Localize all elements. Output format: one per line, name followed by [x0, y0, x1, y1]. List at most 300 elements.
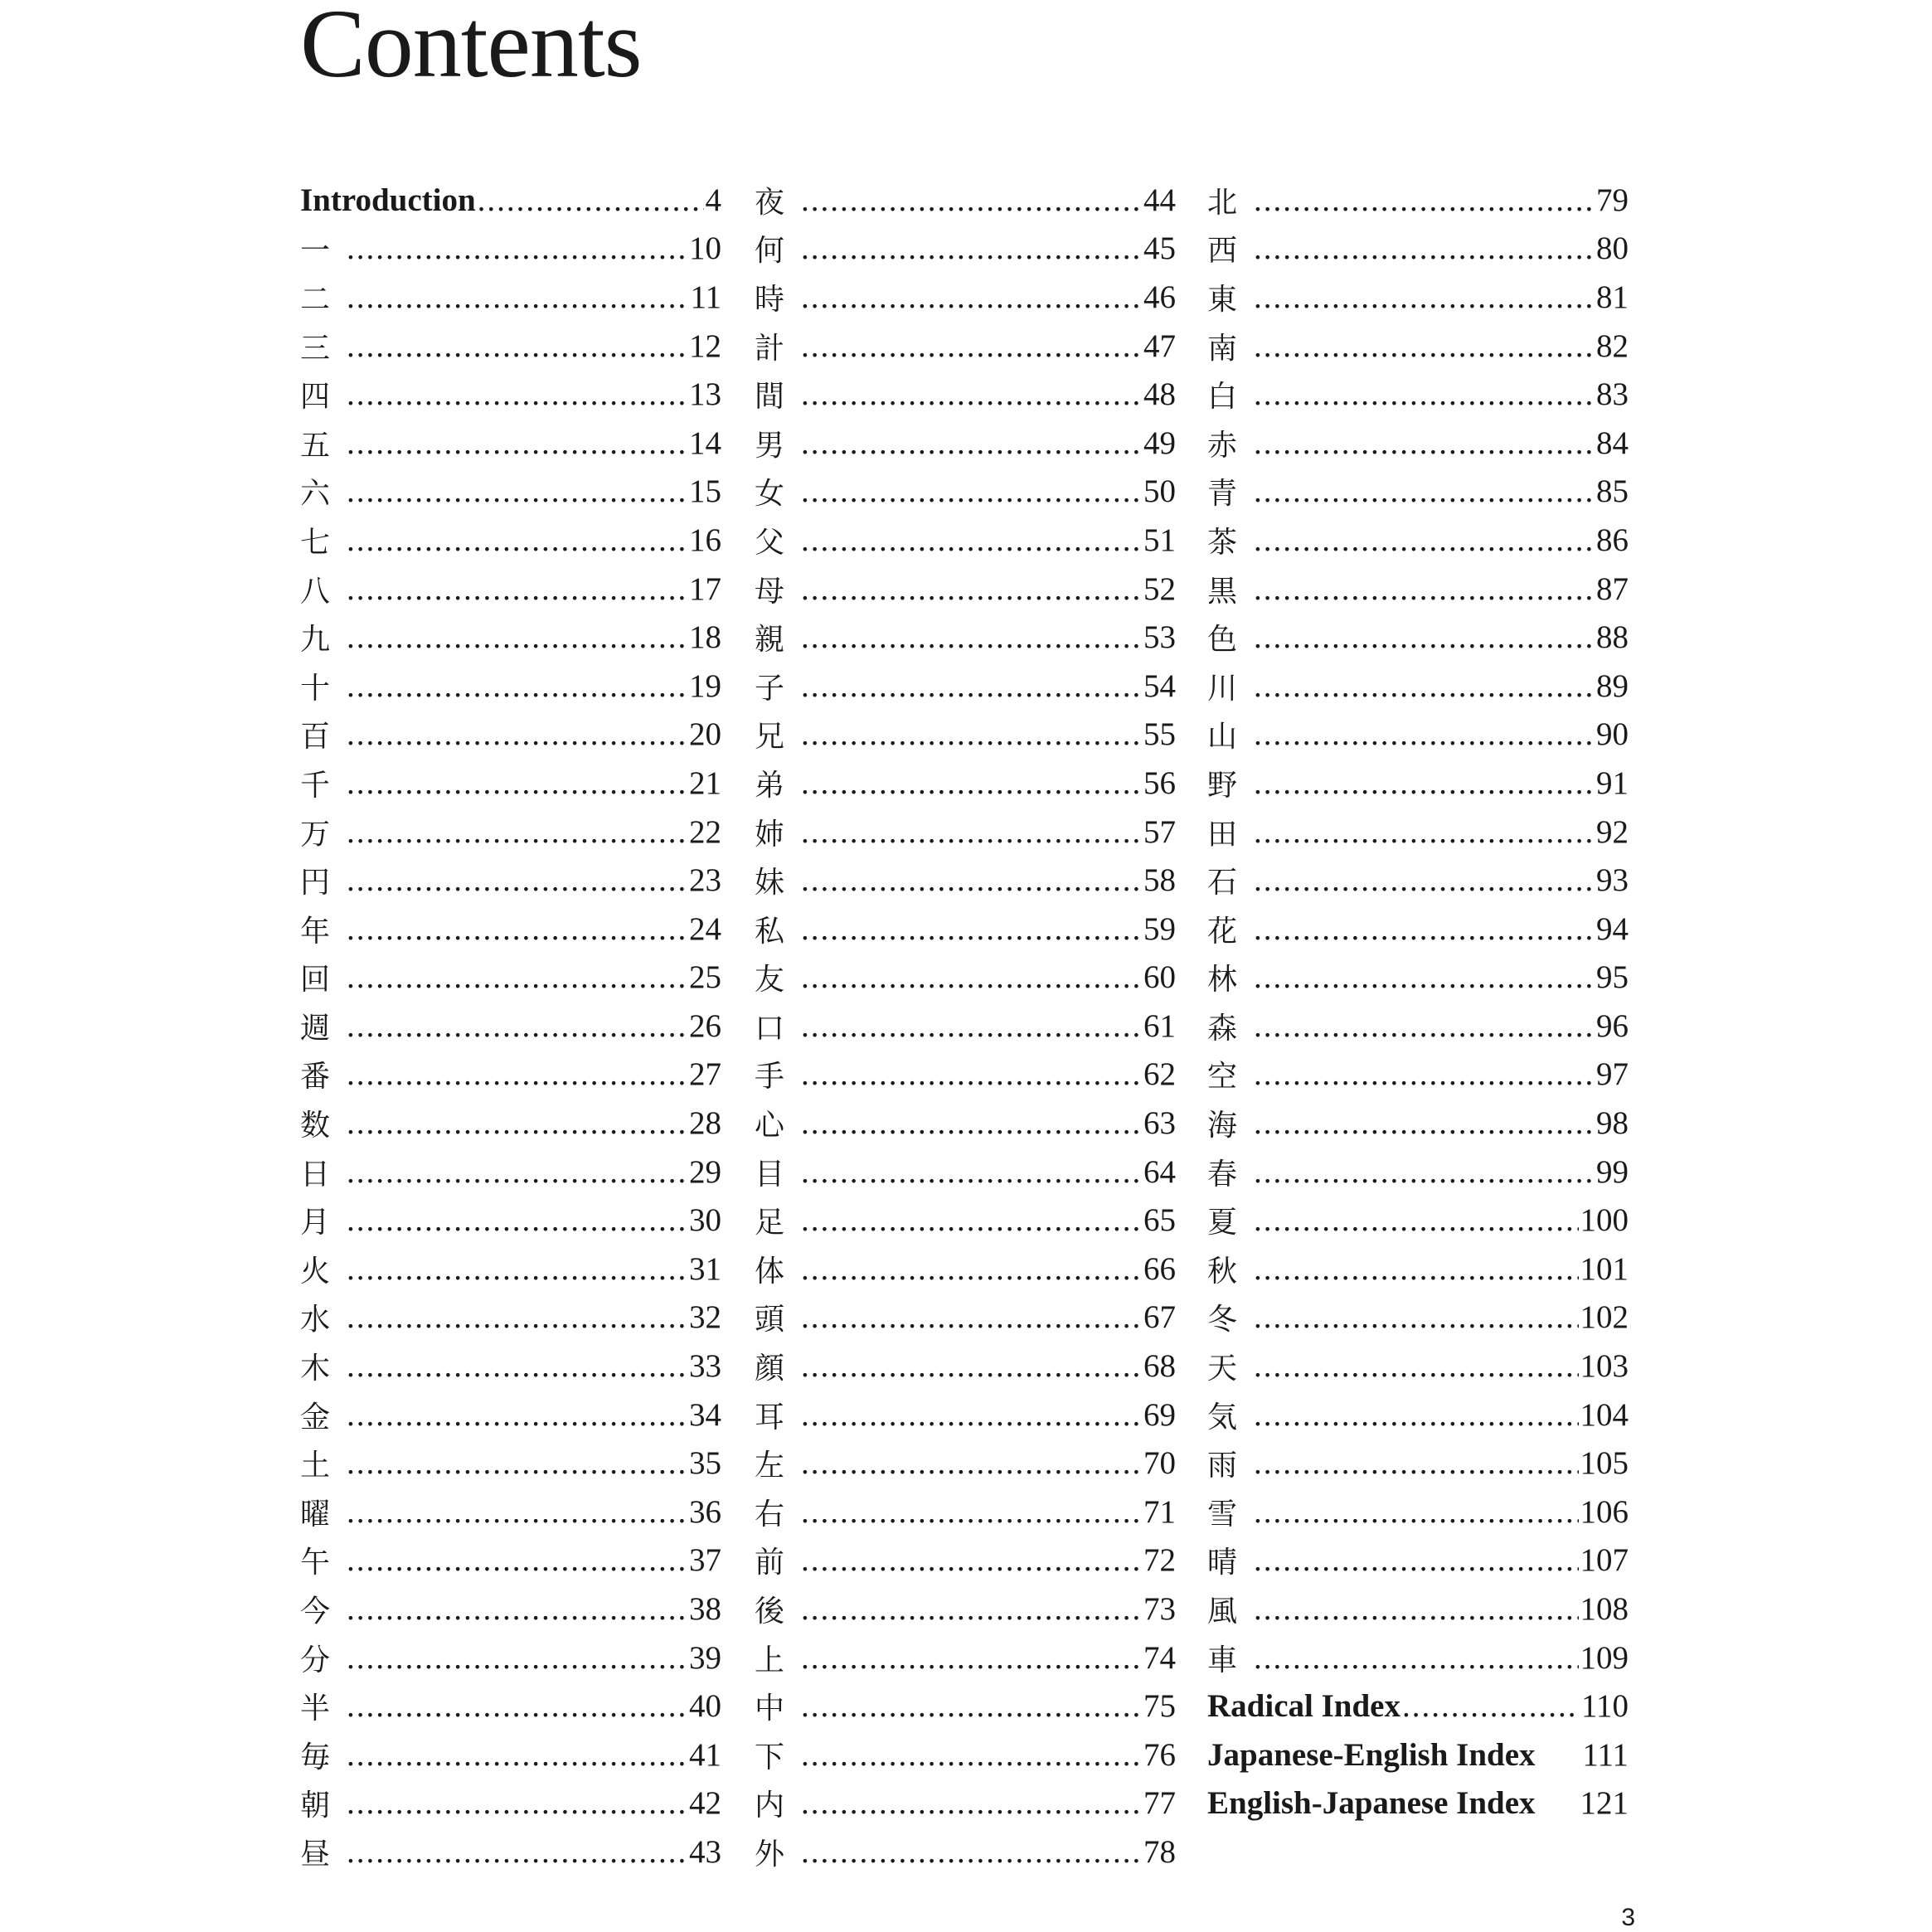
toc-entry[interactable]	[755, 1828, 1176, 1876]
dot-leader	[347, 1250, 687, 1288]
toc-entry[interactable]	[755, 662, 1176, 711]
toc-entry[interactable]	[1207, 1731, 1629, 1779]
toc-entry-page: 18	[689, 619, 721, 656]
toc-entry-label: 妹	[755, 866, 785, 900]
toc-entry-page: 29	[689, 1153, 721, 1190]
toc-entry[interactable]	[755, 322, 1176, 371]
toc-entry-page: 104	[1580, 1396, 1629, 1433]
toc-entry[interactable]	[1207, 1148, 1629, 1197]
toc-entry[interactable]	[755, 419, 1176, 468]
dot-leader	[801, 765, 1142, 802]
toc-entry-label: 二	[300, 282, 331, 317]
dot-leader	[1254, 425, 1595, 462]
toc-entry-label: 火	[300, 1254, 331, 1289]
toc-entry[interactable]	[300, 176, 721, 225]
toc-entry-label: 体	[755, 1254, 785, 1289]
toc-entry[interactable]	[1207, 516, 1629, 565]
toc-entry-page: 31	[689, 1250, 721, 1287]
toc-entry-label: 時	[755, 282, 785, 317]
dot-leader	[347, 1153, 687, 1191]
toc-entry[interactable]	[300, 759, 721, 808]
toc-entry[interactable]	[755, 856, 1176, 905]
toc-entry-page: 21	[689, 765, 721, 801]
dot-leader	[801, 1396, 1142, 1434]
dot-leader	[347, 813, 687, 851]
toc-entry[interactable]	[1207, 1051, 1629, 1099]
dot-leader	[1254, 376, 1595, 413]
dot-leader	[1254, 182, 1595, 219]
toc-entry[interactable]	[300, 711, 721, 760]
toc-entry-page: 57	[1143, 813, 1176, 850]
toc-entry-label: 男	[755, 428, 785, 463]
toc-entry-page: 23	[689, 862, 721, 899]
dot-leader	[1254, 959, 1595, 996]
toc-entry-label: 前	[755, 1546, 785, 1580]
toc-entry-label: 野	[1207, 768, 1238, 803]
toc-entry-label: 北	[1207, 185, 1238, 220]
toc-entry[interactable]	[755, 1002, 1176, 1051]
toc-entry[interactable]	[755, 225, 1176, 274]
toc-entry-page: 34	[689, 1396, 721, 1433]
toc-entry-label: 五	[300, 428, 331, 463]
toc-entry-label: 顔	[755, 1352, 785, 1386]
dot-leader	[801, 425, 1142, 462]
dot-leader	[347, 570, 687, 608]
toc-entry-page: 63	[1143, 1105, 1176, 1142]
toc-entry-page: 70	[1143, 1445, 1176, 1482]
toc-entry[interactable]	[755, 1439, 1176, 1488]
toc-entry-page: 30	[689, 1202, 721, 1239]
toc-entry[interactable]	[300, 1342, 721, 1391]
toc-entry-label: 弟	[755, 768, 785, 803]
toc-entry[interactable]	[1207, 1488, 1629, 1536]
dot-leader	[801, 862, 1142, 899]
toc-entry[interactable]	[300, 419, 721, 468]
toc-entry[interactable]	[300, 1633, 721, 1682]
dot-leader	[347, 1007, 687, 1045]
toc-entry-label: 天	[1207, 1352, 1238, 1386]
toc-entry[interactable]	[1207, 954, 1629, 1002]
toc-entry[interactable]	[1207, 1536, 1629, 1585]
toc-entry[interactable]	[300, 856, 721, 905]
toc-entry-page: 40	[689, 1688, 721, 1725]
toc-entry[interactable]	[1207, 1391, 1629, 1439]
toc-entry[interactable]	[300, 1294, 721, 1342]
toc-entry-label: 森	[1207, 1011, 1238, 1046]
toc-entry-page: 73	[1143, 1591, 1176, 1628]
toc-entry[interactable]	[1207, 1779, 1629, 1828]
toc-entry-page: 94	[1596, 910, 1629, 947]
dot-leader	[801, 1299, 1142, 1336]
toc-entry[interactable]	[300, 565, 721, 614]
dot-leader	[1254, 813, 1595, 851]
toc-entry-page: 106	[1580, 1493, 1629, 1530]
toc-entry-page: 98	[1596, 1105, 1629, 1142]
toc-entry[interactable]	[300, 322, 721, 371]
toc-entry-label: 田	[1207, 817, 1238, 852]
toc-entry-page: 89	[1596, 667, 1629, 704]
toc-entry-label: 姉	[755, 817, 785, 852]
toc-entry-page: 24	[689, 910, 721, 947]
dot-leader	[801, 376, 1142, 413]
dot-leader	[347, 522, 687, 559]
toc-entry[interactable]	[1207, 1002, 1629, 1051]
toc-entry[interactable]	[1207, 1682, 1629, 1731]
toc-entry[interactable]	[755, 905, 1176, 954]
toc-entry[interactable]	[755, 1682, 1176, 1731]
toc-entry-page: 20	[689, 716, 721, 753]
dot-leader	[347, 230, 687, 267]
dot-leader	[1254, 1153, 1595, 1191]
toc-entry[interactable]	[1207, 1439, 1629, 1488]
toc-entry[interactable]	[755, 273, 1176, 322]
dot-leader	[801, 1153, 1142, 1191]
toc-entry[interactable]	[300, 1196, 721, 1245]
toc-entry-label: 午	[300, 1546, 331, 1580]
dot-leader	[1254, 862, 1595, 899]
toc-entry[interactable]	[300, 516, 721, 565]
toc-entry[interactable]	[300, 905, 721, 954]
toc-entry-label: 心	[755, 1109, 785, 1143]
dot-leader	[801, 522, 1142, 559]
dot-leader	[801, 1541, 1142, 1579]
toc-entry-label: 九	[300, 623, 331, 658]
toc-entry-page: 66	[1143, 1250, 1176, 1287]
toc-entry-label: 百	[300, 720, 331, 755]
toc-entry-page: 38	[689, 1591, 721, 1628]
toc-entry[interactable]	[300, 1536, 721, 1585]
toc-entry[interactable]	[755, 1731, 1176, 1779]
toc-entry-page: 100	[1580, 1202, 1629, 1239]
dot-leader	[1254, 1007, 1595, 1045]
dot-leader	[1254, 328, 1595, 365]
toc-entry-label: 白	[1207, 380, 1238, 415]
toc-entry[interactable]	[755, 1536, 1176, 1585]
dot-leader	[801, 1687, 1142, 1725]
toc-entry[interactable]	[755, 1585, 1176, 1633]
toc-entry-label: 手	[755, 1060, 785, 1095]
toc-entry[interactable]	[1207, 856, 1629, 905]
toc-entry[interactable]	[1207, 759, 1629, 808]
toc-entry-label: 林	[1207, 963, 1238, 998]
toc-entry[interactable]	[300, 1002, 721, 1051]
dot-leader	[1254, 1444, 1579, 1482]
toc-entry-label: 八	[300, 574, 331, 609]
toc-entry[interactable]	[300, 273, 721, 322]
toc-entry-label: 内	[755, 1789, 785, 1823]
toc-entry-label: 十	[300, 671, 331, 706]
dot-leader	[347, 1784, 687, 1822]
toc-entry-page: 68	[1143, 1348, 1176, 1385]
toc-entry[interactable]	[755, 1099, 1176, 1148]
dot-leader	[347, 1299, 687, 1336]
toc-entry[interactable]	[300, 1731, 721, 1779]
toc-entry[interactable]	[755, 1391, 1176, 1439]
toc-entry[interactable]	[300, 1779, 721, 1828]
dot-leader	[347, 1736, 687, 1774]
toc-entry-label: Japanese-English Index	[1207, 1736, 1536, 1773]
toc-entry[interactable]	[1207, 808, 1629, 857]
toc-entry-page: 99	[1596, 1153, 1629, 1190]
toc-entry-page: 48	[1143, 376, 1176, 413]
toc-entry[interactable]	[755, 1294, 1176, 1342]
toc-entry[interactable]	[755, 808, 1176, 857]
toc-entry[interactable]	[1207, 273, 1629, 322]
toc-entry[interactable]	[300, 954, 721, 1002]
dot-leader	[1254, 910, 1595, 948]
toc-entry[interactable]	[755, 613, 1176, 662]
dot-leader	[801, 1833, 1142, 1871]
toc-entry[interactable]	[755, 1148, 1176, 1197]
toc-entry-page: 88	[1596, 619, 1629, 656]
toc-entry[interactable]	[300, 1682, 721, 1731]
dot-leader	[1254, 279, 1595, 316]
dot-leader	[347, 1396, 687, 1434]
dot-leader	[347, 473, 687, 510]
toc-entry[interactable]	[755, 711, 1176, 760]
toc-entry[interactable]	[755, 516, 1176, 565]
toc-entry-label: 女	[755, 477, 785, 512]
toc-entry[interactable]	[755, 1633, 1176, 1682]
toc-entry[interactable]	[1207, 565, 1629, 614]
toc-entry-page: 81	[1596, 279, 1629, 315]
toc-entry-label: 木	[300, 1352, 331, 1386]
dot-leader	[801, 1007, 1142, 1045]
toc-entry[interactable]	[1207, 419, 1629, 468]
dot-leader	[801, 1493, 1142, 1531]
toc-entry-page: 78	[1143, 1833, 1176, 1870]
toc-entry[interactable]	[1207, 662, 1629, 711]
toc-entry[interactable]	[1207, 1196, 1629, 1245]
dot-leader	[801, 1444, 1142, 1482]
toc-entry-page: 59	[1143, 910, 1176, 947]
toc-entry[interactable]	[1207, 468, 1629, 517]
toc-entry-page: 79	[1596, 182, 1629, 218]
toc-entry-label: 黒	[1207, 574, 1238, 609]
toc-entry-page: 54	[1143, 667, 1176, 704]
toc-entry-label: 兄	[755, 720, 785, 755]
toc-entry-page: 72	[1143, 1542, 1176, 1579]
dot-leader	[347, 328, 687, 365]
dot-leader	[347, 619, 687, 656]
toc-entry-page: 44	[1143, 182, 1176, 218]
toc-entry[interactable]	[1207, 1245, 1629, 1294]
toc-entry-page: 77	[1143, 1785, 1176, 1822]
toc-entry[interactable]	[755, 1196, 1176, 1245]
dot-leader	[801, 813, 1142, 851]
toc-entry-page: 86	[1596, 522, 1629, 558]
toc-entry-label: 海	[1207, 1109, 1238, 1143]
dot-leader	[801, 1201, 1142, 1239]
toc-entry-label: 一	[300, 234, 331, 269]
toc-entry-page: 25	[689, 959, 721, 996]
page-title: Contents	[300, 0, 642, 98]
toc-entry[interactable]	[1207, 613, 1629, 662]
toc-entry-page: 33	[689, 1348, 721, 1385]
toc-entry-page: 102	[1580, 1299, 1629, 1336]
toc-entry[interactable]	[300, 370, 721, 419]
toc-entry[interactable]	[300, 1051, 721, 1099]
toc-entry-label: 朝	[300, 1789, 331, 1823]
toc-entry[interactable]	[1207, 176, 1629, 225]
toc-entry-label: 金	[300, 1400, 331, 1434]
dot-leader	[1254, 1104, 1595, 1142]
toc-entry-label: 母	[755, 574, 785, 609]
toc-entry[interactable]	[300, 1245, 721, 1294]
toc-entry-label: 後	[755, 1595, 785, 1629]
toc-entry-label: 今	[300, 1595, 331, 1629]
dot-leader	[1254, 1299, 1579, 1336]
toc-entry-label: 土	[300, 1449, 331, 1483]
toc-entry[interactable]	[1207, 1342, 1629, 1391]
toc-entry-page: 11	[690, 279, 721, 315]
toc-entry-page: 36	[689, 1493, 721, 1530]
toc-entry[interactable]	[755, 1488, 1176, 1536]
toc-entry[interactable]	[1207, 370, 1629, 419]
toc-entry-page: 55	[1143, 716, 1176, 753]
toc-entry-page: 92	[1596, 813, 1629, 850]
toc-entry-page: 95	[1596, 959, 1629, 996]
dot-leader	[347, 1493, 687, 1531]
toc-entry-page: 69	[1143, 1396, 1176, 1433]
dot-leader	[347, 1541, 687, 1579]
toc-entry[interactable]	[300, 613, 721, 662]
toc-entry-label: 夏	[1207, 1206, 1238, 1240]
toc-entry-page: 93	[1596, 862, 1629, 899]
toc-entry-page: 67	[1143, 1299, 1176, 1336]
dot-leader	[801, 1056, 1142, 1093]
toc-entry[interactable]	[1207, 1294, 1629, 1342]
toc-entry-page: 49	[1143, 425, 1176, 461]
dot-leader	[347, 1056, 687, 1093]
toc-entry[interactable]	[755, 468, 1176, 517]
toc-entry-page: 85	[1596, 473, 1629, 510]
toc-entry-page: 28	[689, 1105, 721, 1142]
dot-leader	[347, 1104, 687, 1142]
toc-entry[interactable]	[755, 1779, 1176, 1828]
toc-entry-page: 71	[1143, 1493, 1176, 1530]
toc-entry[interactable]	[300, 1585, 721, 1633]
toc-entry-label: 口	[755, 1011, 785, 1046]
toc-entry[interactable]	[1207, 905, 1629, 954]
dot-leader	[801, 1784, 1142, 1822]
toc-entry[interactable]	[755, 176, 1176, 225]
toc-entry[interactable]	[300, 1828, 721, 1876]
toc-entry-label: 風	[1207, 1595, 1238, 1629]
toc-entry[interactable]	[300, 1391, 721, 1439]
toc-entry-label: 千	[300, 768, 331, 803]
toc-entry[interactable]	[1207, 225, 1629, 274]
toc-entry-label: 車	[1207, 1643, 1238, 1677]
dot-leader	[801, 1590, 1142, 1628]
toc-entry[interactable]	[755, 370, 1176, 419]
toc-entry-page: 58	[1143, 862, 1176, 899]
toc-entry[interactable]	[755, 565, 1176, 614]
toc-entry[interactable]	[755, 1342, 1176, 1391]
toc-entry-page: 41	[689, 1736, 721, 1773]
toc-entry-label: 父	[755, 525, 785, 560]
toc-entry-page: 19	[689, 667, 721, 704]
toc-entry-label: 気	[1207, 1400, 1238, 1434]
toc-entry-page: 10	[689, 231, 721, 267]
dot-leader	[1254, 1590, 1579, 1628]
dot-leader	[1254, 667, 1595, 705]
toc-entry[interactable]	[1207, 1099, 1629, 1148]
toc-entry[interactable]	[300, 1099, 721, 1148]
toc-entry-label: 四	[300, 380, 331, 415]
toc-entry[interactable]	[755, 759, 1176, 808]
dot-leader	[347, 667, 687, 705]
toc-entry-label: 色	[1207, 623, 1238, 658]
dot-leader	[801, 1639, 1142, 1677]
dot-leader	[1254, 1639, 1579, 1677]
toc-entry-label: 回	[300, 963, 331, 998]
toc-entry[interactable]	[1207, 711, 1629, 760]
toc-entry[interactable]	[1207, 322, 1629, 371]
toc-entry-label: 足	[755, 1206, 785, 1240]
toc-entry-label: 西	[1207, 234, 1238, 269]
toc-entry-page: 84	[1596, 425, 1629, 461]
toc-entry-label: 私	[755, 914, 785, 949]
toc-entry[interactable]	[300, 468, 721, 517]
toc-entry-page: 35	[689, 1445, 721, 1482]
toc-entry[interactable]	[300, 1439, 721, 1488]
dot-leader	[1402, 1687, 1580, 1725]
toc-entry-label: 番	[300, 1060, 331, 1095]
toc-entry-page: 111	[1582, 1736, 1629, 1773]
dot-leader	[478, 182, 704, 219]
toc-entry-label: 川	[1207, 671, 1238, 706]
toc-entry-page: 52	[1143, 570, 1176, 607]
toc-entry[interactable]	[1207, 1633, 1629, 1682]
toc-column-3	[1207, 176, 1629, 1828]
toc-entry-label: 何	[755, 234, 785, 269]
toc-entry[interactable]	[300, 808, 721, 857]
dot-leader	[1254, 619, 1595, 656]
toc-entry-page: 101	[1580, 1250, 1629, 1287]
toc-entry-label: 万	[300, 817, 331, 852]
dot-leader	[347, 376, 687, 413]
toc-entry[interactable]	[300, 1148, 721, 1197]
dot-leader	[1254, 1493, 1579, 1531]
dot-leader	[801, 667, 1142, 705]
toc-entry[interactable]	[300, 662, 721, 711]
toc-entry[interactable]	[300, 225, 721, 274]
dot-leader	[347, 959, 687, 996]
toc-entry-page: 50	[1143, 473, 1176, 510]
toc-entry-page: 37	[689, 1542, 721, 1579]
toc-entry-page: 14	[689, 425, 721, 461]
toc-entry[interactable]	[1207, 1585, 1629, 1633]
toc-entry[interactable]	[755, 1245, 1176, 1294]
toc-entry-label: 六	[300, 477, 331, 512]
toc-entry-page: 13	[689, 376, 721, 413]
toc-entry-label: 目	[755, 1157, 785, 1192]
dot-leader	[347, 1201, 687, 1239]
toc-entry-label: 夜	[755, 185, 785, 220]
toc-entry-page: 80	[1596, 231, 1629, 267]
toc-entry-label: 水	[300, 1303, 331, 1337]
dot-leader	[1254, 473, 1595, 510]
toc-entry-page: 61	[1143, 1007, 1176, 1044]
toc-entry[interactable]	[755, 954, 1176, 1002]
dot-leader	[1254, 1347, 1579, 1385]
toc-entry-page: 27	[689, 1056, 721, 1093]
toc-entry[interactable]	[300, 1488, 721, 1536]
toc-entry[interactable]	[755, 1051, 1176, 1099]
toc-entry-page: 76	[1143, 1736, 1176, 1773]
dot-leader	[801, 619, 1142, 656]
